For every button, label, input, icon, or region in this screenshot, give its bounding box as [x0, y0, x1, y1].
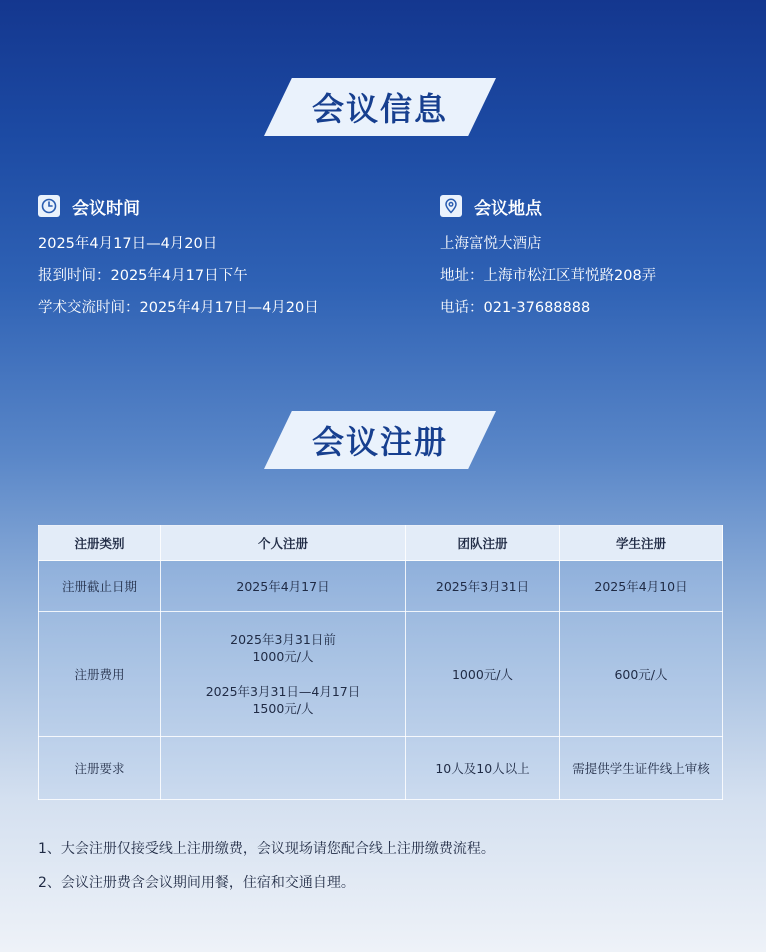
notes: [38, 832, 495, 900]
section-title: 会议注册: [311, 423, 448, 461]
fee-tier: [161, 631, 405, 665]
checkin-time: 报到时间：2025年4月17日下午: [38, 268, 248, 284]
deadline-team: 2025年3月31日: [406, 561, 560, 612]
deadline-student: 2025年4月10日: [560, 561, 723, 612]
fee-team: 1000元/人: [406, 612, 560, 737]
fee-student: 600元/人: [560, 612, 723, 737]
venue-address: 地址：上海市松江区茸悦路208弄: [440, 268, 657, 284]
meeting-location-block: [440, 192, 656, 324]
note-item: 1、大会注册仅接受线上注册缴费，会议现场请您配合线上注册缴费流程。: [38, 841, 495, 857]
section-banner-meeting-info: [264, 78, 496, 136]
venue-name: 上海富悦大酒店: [440, 236, 542, 252]
fee-tier: [161, 683, 405, 717]
meeting-dates: 2025年4月17日—4月20日: [38, 236, 218, 252]
meeting-time-block: [38, 192, 319, 324]
fee-tier-price: 1000元/人: [252, 649, 314, 664]
note-item: 2、会议注册费含会议期间用餐，住宿和交通自理。: [38, 875, 355, 891]
table-row: [39, 612, 723, 737]
requirement-individual: [161, 737, 406, 800]
requirement-team: 10人及10人以上: [406, 737, 560, 800]
meeting-time-header: [38, 192, 319, 220]
header-team: 团队注册: [406, 526, 560, 561]
header-student: 学生注册: [560, 526, 723, 561]
requirement-student: 需提供学生证件线上审核: [560, 737, 723, 800]
meeting-location-heading: 会议地点: [474, 198, 542, 219]
academic-time: 学术交流时间：2025年4月17日—4月20日: [38, 300, 319, 316]
header-category: 注册类别: [39, 526, 161, 561]
fee-tier-period: 2025年3月31日—4月17日: [205, 684, 361, 699]
fee-tier-price: 1500元/人: [252, 701, 314, 716]
section-banner-registration: [264, 411, 496, 469]
registration-table: [38, 525, 723, 800]
fee-individual: [161, 612, 406, 737]
deadline-individual: 2025年4月17日: [161, 561, 406, 612]
venue-phone: 电话：021-37688888: [440, 300, 591, 316]
table-row: [39, 561, 723, 612]
meeting-location-header: [440, 192, 656, 220]
meeting-time-heading: 会议时间: [72, 198, 140, 219]
header-individual: 个人注册: [161, 526, 406, 561]
table-row: [39, 737, 723, 800]
clock-icon: [38, 195, 60, 217]
row-label: 注册要求: [39, 737, 161, 800]
row-label: 注册截止日期: [39, 561, 161, 612]
table-header-row: [39, 526, 723, 561]
fee-tier-period: 2025年3月31日前: [230, 632, 336, 647]
row-label: 注册费用: [39, 612, 161, 737]
map-pin-icon: [440, 195, 462, 217]
section-title: 会议信息: [311, 90, 448, 128]
